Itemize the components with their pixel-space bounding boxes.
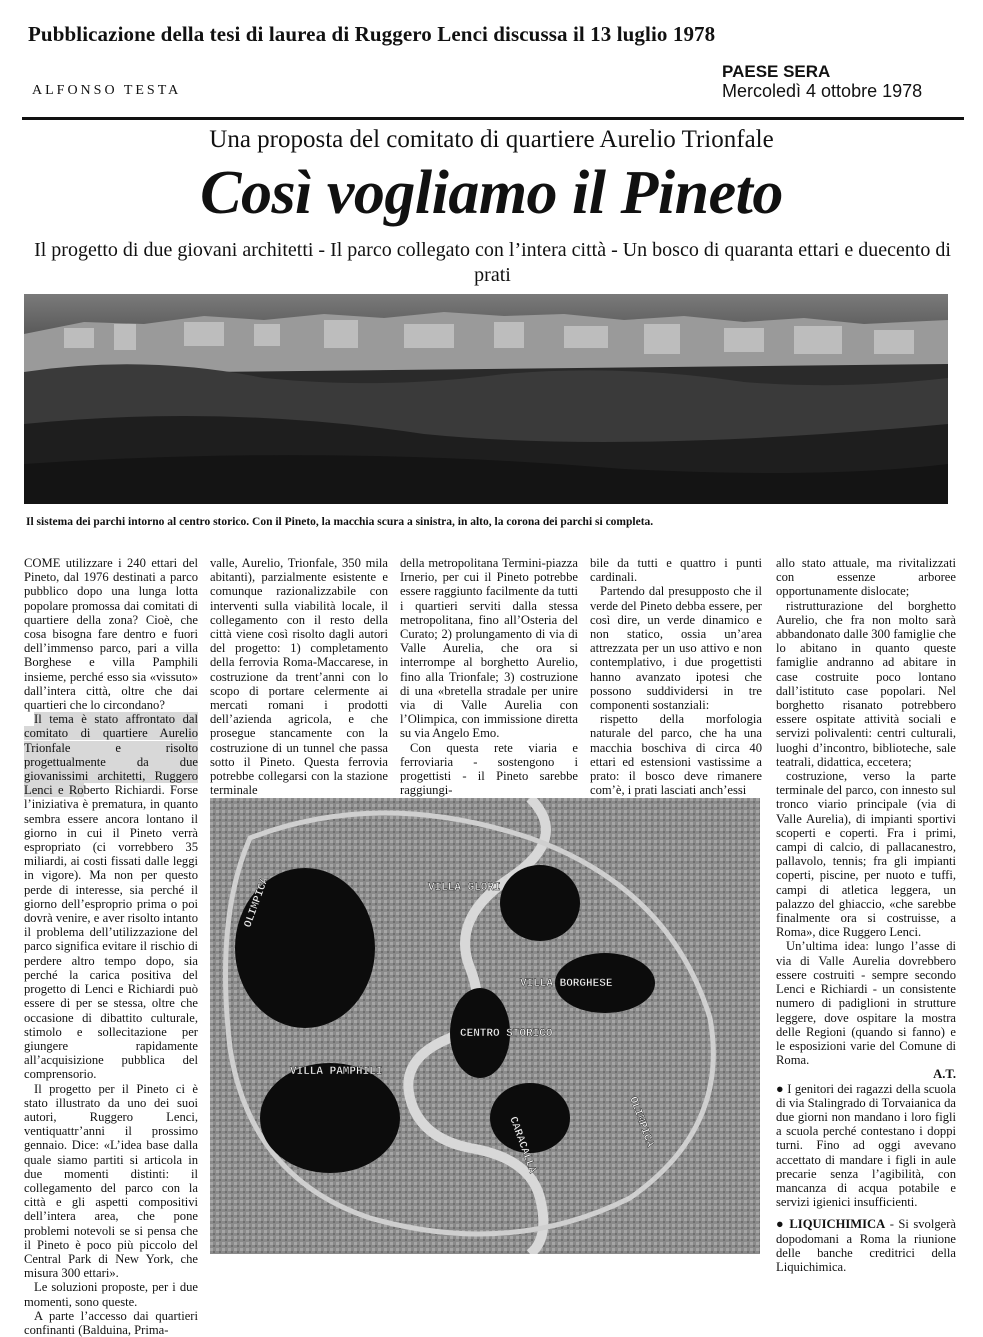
article-signature: A.T. — [933, 1067, 956, 1082]
header-rule — [22, 117, 964, 120]
newspaper-name: PAESE SERA — [722, 62, 831, 81]
bullet-icon: ● — [776, 1081, 784, 1096]
photo-caption: Il sistema dei parchi intorno al centro storico. Con il Pineto, la macchia scura a sinistra, in alto, la corona dei parchi si completa. — [26, 516, 654, 528]
paragraph-text: berto Richiardi. Forse l’iniziativa è prematura, in quanto sembra essere ancora lontano il giorno in cui il Pineto verrà espropriato (ci vorrebbero 35 miliardi, ai costi fissati dalle leggi in vigore). Ma non per questo perde di interesse, sia perché il giorno dell’esproprio prima o poi dovrà venire, e aver risolto intanto il problema dell’utilizzazione del parco significa evitare il rischio di perdere altro tempo dopo, sia perché la carica positiva del progetto di Lenci e Richiardi può essere di per se stessa, oltre che occasione di dibattito culturale, stimolo e sollecitazione per giungere rapidamente all’acquisizione pubblica del comprensorio. — [24, 783, 198, 1082]
brief-text: - Si svolgerà dopodomani a Roma la riunione delle banche creditrici della Liquichimica. — [776, 1217, 956, 1274]
paragraph: allo stato attuale, ma rivitalizzati con essenze arboree opportunamente dislocate; — [776, 556, 956, 599]
article-headline: Così vogliamo il Pineto — [200, 159, 783, 227]
map-label-olimpica-right: OLIMPICA — [626, 1095, 656, 1149]
brief-title: LIQUICHIMICA — [789, 1217, 886, 1232]
paragraph: costruzione, verso la parte terminale del parco, con innesto sul tronco viario principale (via di Valle Aurelia), di impianti sportivi scoperti e coperti. Fra i primi, campi di calcio, di pallacanestro, pallavolo, tennis; fra gli impianti coperti, piscine, per nuoto e tuffi, campi di atletica leggera, un palazzo del ghiaccio, «che sarebbe finalmente ora si costruisse, a Roma», dice Ruggero Lenci. — [776, 769, 956, 940]
map-label-villa-pamphili: VILLA PAMPHILI — [290, 1066, 383, 1078]
author-byline: ALFONSO TESTA — [32, 83, 182, 98]
publication-line: Pubblicazione della tesi di laurea di Ruggero Lenci discussa il 13 luglio 1978 — [28, 22, 716, 46]
highlighted-text: Il tema è stato affrontato dal comitato di quartiere Aurelio Trionfale e risolto progettualmente da due giovanissimi architetti, Ruggero Lenci e Ro — [24, 712, 198, 798]
paragraph: Partendo dal presupposto che il verde del Pineto debba essere, per così dire, un verde dinamico e non statico, ossia un’area attrezzata per un uso attivo e non contemplativo, i due progettisti hanno avanzato ipotesi che possono suddividersi in tre componenti sostanziali: — [590, 584, 762, 713]
paragraph: Le soluzioni proposte, per i due momenti, sono queste. — [24, 1280, 198, 1309]
article-column-5 — [776, 556, 956, 1274]
landscape-photo — [24, 294, 948, 504]
map-label-centro-storico: CENTRO STORICO — [460, 1028, 553, 1040]
article-column-3 — [400, 556, 578, 797]
brief-text: I genitori dei ragazzi della scuola di via Stalingrado di Torvaianica da due giorni non mandano i loro figli a scuola perché contestano i doppi turni. Fino ad oggi avevano accettato di mandare i figli in aule precarie senza l’agibilità, con mancanza di acqua potabile e servizi igienici insufficienti. — [776, 1081, 956, 1210]
map-label-olimpica-left: OLIMPICA — [242, 875, 272, 930]
paragraph — [24, 712, 198, 1081]
article-column-1 — [24, 556, 198, 1337]
news-brief — [776, 1217, 956, 1274]
paragraph: valle, Aurelio, Trionfale, 350 mila abitanti), parzialmente esistente e comunque razionalizzabile con interventi sulla viabilità locale, il collegamento con il resto della città viene così risolto dagli autori del progetto: 1) completamento della ferrovia Roma-Maccarese, in costruzione da trent’anni con lo scopo di portare celermente ai mercati romani i prodotti dell’azienda agricola, e che prosegue stancamente con la costruzione di un tunnel che passa sotto il Pineto. Questa ferrovia potrebbe collegarsi con la stazione terminale — [210, 556, 388, 798]
article-subhead: Il progetto di due giovani architetti - Il parco collegato con l’intera città - Un bosco di quaranta ettari e duecento di prati — [34, 239, 951, 286]
bullet-icon: ● — [776, 1217, 785, 1232]
paragraph: ristrutturazione del borghetto Aurelio, che fra non molto sarà abbandonato dalle 300 famiglie che lo abitano in quanto queste famiglie andranno ad abitare in case costruite poco lontano dall’istituto case popolari. Nel borghetto risanato potrebbero essere ospitate attività sociali e servizi polivalenti: centri culturali, luoghi d’incontro, biblioteche, sale teatrali, didattica, eccetera; — [776, 598, 956, 769]
paragraph: A parte l’accesso dai quartieri confinanti (Balduina, Prima- — [24, 1308, 198, 1337]
paragraph: Il progetto per il Pineto ci è stato illustrato da uno dei suoi autori, Ruggero Lenci, ventiquattr’anni il prossimo gennaio. Dice: «L’idea base dalla quale siamo partiti si articola in due momenti distinti: il collegamento del parco con la città e gli aspetti compositivi dell’intera area, che pone problemi notevoli se si pensa che il Pineto è poco più piccolo del Central Park di New York, che misura 300 ettari». — [24, 1081, 198, 1281]
map-label-villa-borghese: VILLA BORGHESE — [520, 978, 613, 990]
article-column-2 — [210, 556, 388, 797]
paragraph: della metropolitana Termini-piazza Irnerio, per cui il Pineto potrebbe essere raggiunto facilmente da tutti i quartieri serviti dalla stessa metropolitana, fino all’Osteria del Curato; 2) prolungamento di via di Valle Aurelia, che ora si interrompe al borghetto Aurelio, fino alla Trionfale; 3) costruzione di una «bretella stradale per unire via di Valle Aurelia con l’Olimpica, con immissione diretta su via Angelo Emo. — [400, 556, 578, 741]
paragraph: rispetto della morfologia naturale del parco, che ha una macchia boschiva di circa 40 ettari ed estensioni vastissime a prato: il bosco deve rimanere com’è, i prati lasciati anch’essi — [590, 712, 762, 798]
paragraph: Un’ultima idea: lungo l’asse di via di Valle Aurelia dovrebbero essere costruiti - sempre secondo Lenci e Richiardi - un consistente numero di padiglioni in strutture leggere, dove ospitare la mostra delle Regioni (quando si fanno) e le esposizioni varie del Comune di Roma. — [776, 939, 956, 1068]
news-brief — [776, 1082, 956, 1210]
article-column-4 — [590, 556, 762, 797]
map-label-caracalla: CARACALLA — [506, 1115, 538, 1176]
paragraph: COME utilizzare i 240 ettari del Pineto, dal 1976 destinati a parco pubblico dopo una lunga lotta popolare promossa dai comitati di quartiere della zona? Cioè, che cosa bisogna fare dentro e fuori dell’immenso parco, pari a villa Borghese e villa Pamphili insieme, perché esso sia «vissuto» dall’intera città, oltre che dai quartieri che lo circondano? — [24, 556, 198, 713]
article-kicker: Una proposta del comitato di quartiere Aurelio Trionfale — [209, 126, 774, 153]
map-label-villa-glori: VILLA GLORI — [428, 882, 501, 894]
aerial-map — [210, 798, 760, 1254]
paragraph: bile da tutti e quattro i punti cardinali. — [590, 556, 762, 585]
newspaper-date: Mercoledì 4 ottobre 1978 — [722, 81, 923, 101]
paragraph: Con questa rete viaria e ferroviaria - sostengono i progettisti - il Pineto sarebbe raggiungi- — [400, 740, 578, 798]
